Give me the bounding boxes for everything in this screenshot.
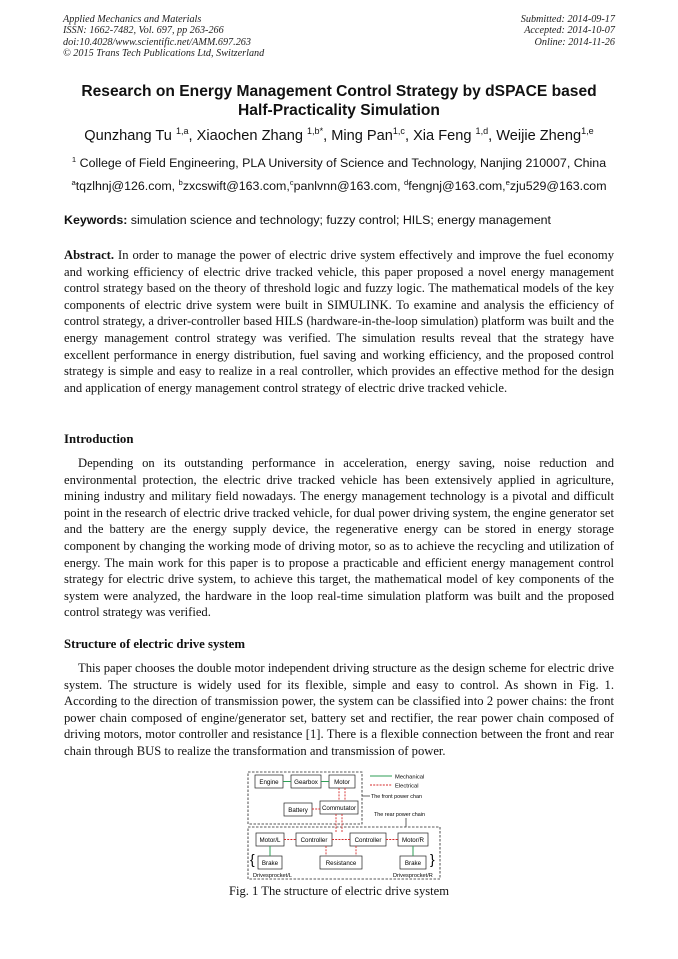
legend-mechanical-label: Mechanical <box>395 774 425 781</box>
separator: , <box>502 179 506 193</box>
author-affil-mark: 1,d <box>475 126 489 137</box>
journal-info <box>63 14 264 60</box>
section-heading-introduction: Introduction <box>64 432 134 446</box>
battery-label: Battery <box>288 807 308 814</box>
title-line-1: Research on Energy Management Control Strategy by dSPACE based <box>81 83 597 100</box>
author: Xia Feng <box>413 128 476 144</box>
author-affil-mark: 1,c <box>392 126 405 137</box>
email-link[interactable]: fengnj@163.com <box>408 179 503 193</box>
separator: , <box>286 179 290 193</box>
author: Qunzhang Tu <box>84 128 176 144</box>
right-brace: } <box>430 851 435 867</box>
separator: , <box>188 128 197 144</box>
affil-text: College of Field Engineering, PLA University of Science and Technology, Nanjing 210007, China <box>76 156 607 170</box>
copyright-line: © 2015 Trans Tech Publications Ltd, Switzerland <box>63 48 265 60</box>
email-link[interactable]: panlvnn@163.com <box>293 179 398 193</box>
structure-paragraph: This paper chooses the double motor independent driving structure as the design scheme for electric drive system. The structure is widely used for its flexible, simple and easy to control. As shown in Fig. 1. According to the direction of transmission power, the system can be classified into 2 power chains: the front power chain composed of engine/generator set, battery set and rectifier, the rear power chain composed of driving motors, motor controller and resistance [1]. There is a flexible connection between the front and rear chain through BUS to realize the transformation and transmission of power. <box>64 661 614 758</box>
submission-dates <box>521 14 615 48</box>
author-affil-mark: 1,e <box>581 126 594 137</box>
issn-line: ISSN: 1662-7482, Vol. 697, pp 263-266 <box>63 25 224 37</box>
accepted-date: Accepted: 2014-10-07 <box>524 25 615 37</box>
keywords <box>64 213 551 228</box>
email-mark: a <box>71 177 76 187</box>
drivesprocket-r-label: Drivesprocket/R <box>393 873 433 879</box>
gearbox-label: Gearbox <box>294 779 318 786</box>
left-brace: { <box>250 851 255 867</box>
engine-label: Engine <box>259 779 279 786</box>
journal-name: Applied Mechanics and Materials <box>63 14 202 25</box>
separator: , <box>397 179 405 193</box>
abstract-text: In order to manage the power of electric drive system effectively and improve the fuel economy and working efficiency of electric drive tracked vehicle, this paper proposed a novel energy management control strategy based on the theory of threshold logic and fuzzy logic. The mathematical models of the key components of electric drive system were built in SIMULINK. To examine and analysis the efficiency of control strategy, a driver-controller based HILS (hardware-in-the-loop simulation) platform was built and the energy management control strategy was verified. The simulation results reveal that the strategy have excellent performance in energy distribution, fuel saving and working efficiency, and the proposed control strategy is simple and easy to realize in a real controller, which provides an effective method for the design and application of energy management control strategy of electric drive tracked vehicle. <box>64 248 614 395</box>
separator: , <box>488 128 497 144</box>
controller-r-label: Controller <box>354 837 382 844</box>
email-mark: b <box>178 177 183 187</box>
drivesprocket-l-label: Drivesprocket/L <box>253 873 292 879</box>
email-mark: e <box>505 177 510 187</box>
paper-title <box>50 82 628 120</box>
online-date: Online: 2014-11-26 <box>534 36 615 48</box>
author-list <box>40 127 638 145</box>
separator: , <box>404 128 414 144</box>
motor-r-label: Motor/R <box>401 837 425 844</box>
motor-l-label: Motor/L <box>259 837 281 844</box>
separator: , <box>323 128 332 144</box>
legend-rear-chain-label: The rear power chain <box>374 812 425 818</box>
keywords-label: Keywords: <box>64 213 128 227</box>
title-line-2: Half-Practicality Simulation <box>238 102 440 119</box>
separator: , <box>171 179 179 193</box>
figure-1-diagram <box>246 771 442 881</box>
legend-electrical-label: Electrical <box>395 783 419 790</box>
keywords-text: simulation science and technology; fuzzy control; HILS; energy management <box>127 213 551 227</box>
author: Ming Pan <box>331 128 393 144</box>
legend-front-chain-label: The front power chan <box>371 794 422 800</box>
email-list <box>40 179 638 194</box>
affil-mark: 1 <box>71 154 77 164</box>
author: Xiaochen Zhang <box>196 128 308 144</box>
email-link[interactable]: tqzlhnj@126.com <box>75 179 172 193</box>
brake-l-label: Brake <box>261 860 279 867</box>
resistance-label: Resistance <box>325 860 357 867</box>
electric-drive-structure-diagram <box>246 771 442 881</box>
email-mark: d <box>404 177 409 187</box>
figure-caption: Fig. 1 The structure of electric drive system <box>228 884 450 898</box>
email-mark: c <box>289 177 294 187</box>
abstract-label: Abstract. <box>64 248 115 262</box>
email-link[interactable]: zju529@163.com <box>509 179 607 193</box>
brake-r-label: Brake <box>404 860 422 867</box>
section-heading-structure: Structure of electric drive system <box>64 637 245 651</box>
motor-label: Motor <box>334 779 350 786</box>
submitted-date: Submitted: 2014-09-17 <box>520 14 615 25</box>
commutator-label: Commutator <box>321 805 357 812</box>
introduction-paragraph: Depending on its outstanding performance in acceleration, energy saving, noise reduction and environmental protection, the electric drive tracked vehicle has been extensively applied in agriculture, mining industry and military field nowadays. The energy management technology is a pivotal and difficult point in the research of electric drive tracked vehicle, for dual power driving system, the engine generator set and the battery are the energy supply device, the regenerative energy can be stored in energy storage component by changing the working mode of driving motor, so as to achieve the recycling and utilization of energy. The main work for this paper is to propose a practicable and efficient energy management control strategy for electric drive system, to achieve this target, the mathematical model of key components of the system were analyzed, the hardware in the loop real-time simulation platform was built and the proposed control strategy was verified. <box>64 456 614 620</box>
abstract <box>64 247 614 396</box>
affiliation <box>40 156 638 171</box>
author: Weijie Zheng <box>496 128 582 144</box>
controller-l-label: Controller <box>300 837 328 844</box>
author-affil-mark: 1,b* <box>307 126 324 137</box>
author-affil-mark: 1,a <box>175 126 189 137</box>
doi-line: doi:10.4028/www.scientific.net/AMM.697.263 <box>63 36 251 48</box>
email-link[interactable]: zxcswift@163.com <box>182 179 287 193</box>
